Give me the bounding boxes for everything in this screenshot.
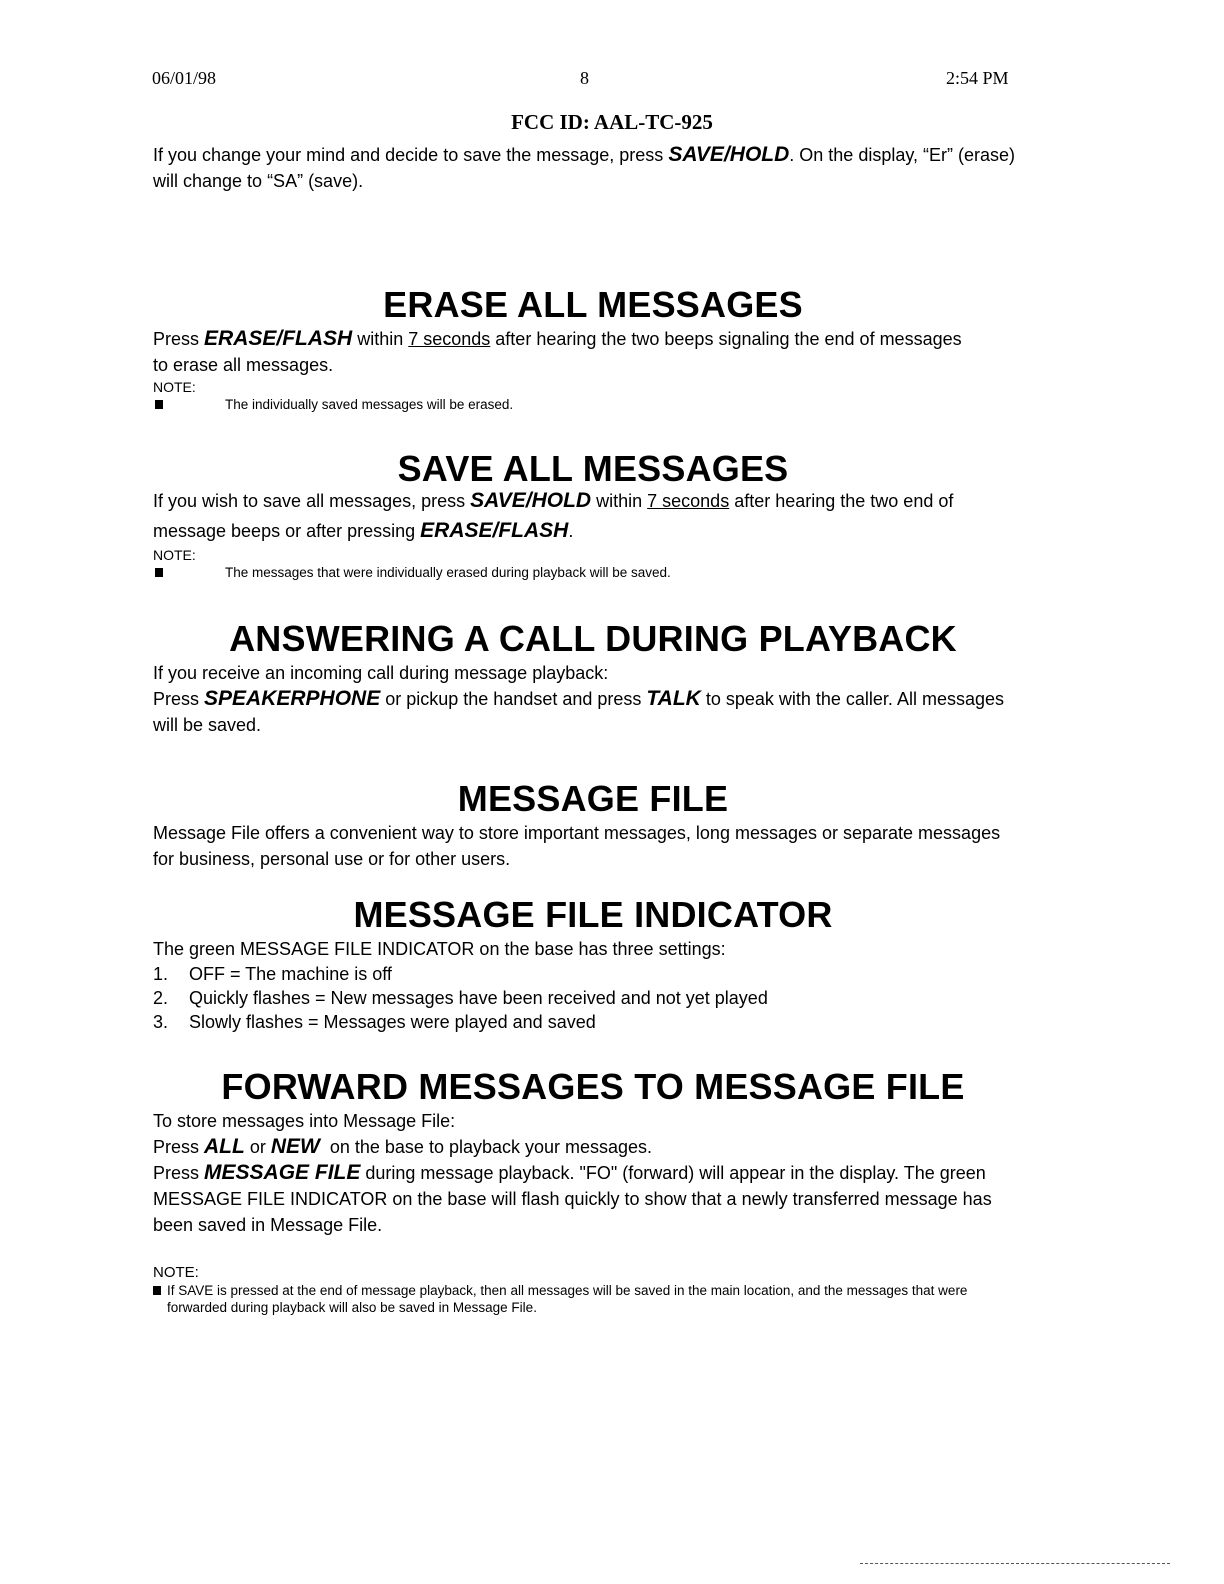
fcc-id: FCC ID: AAL-TC-925 bbox=[511, 110, 713, 134]
save-text-3: after hearing the two end of message beeps or after pressing bbox=[153, 491, 954, 541]
list-item bbox=[153, 1010, 1033, 1034]
answering-keyword-speakerphone: SPEAKERPHONE bbox=[204, 687, 381, 710]
erase-note-label: NOTE: bbox=[153, 379, 196, 395]
forward-keyword-all: ALL bbox=[204, 1135, 245, 1158]
header-date: 06/01/98 bbox=[152, 68, 217, 88]
answering-text-1: Press bbox=[153, 689, 205, 709]
list-number: 3. bbox=[153, 1012, 169, 1032]
forward-l2-text-2: or bbox=[244, 1137, 271, 1157]
forward-l2-text-1: Press bbox=[153, 1137, 205, 1157]
answering-keyword-talk: TALK bbox=[646, 687, 701, 710]
bullet-square-icon bbox=[153, 1286, 161, 1295]
intro-keyword-save-hold: SAVE/HOLD bbox=[668, 143, 790, 166]
save-note-item bbox=[153, 564, 1033, 582]
forward-note-text: If SAVE is pressed at the end of message playback, then all messages will be saved in the main location, and the messages that were forwarded during playback will also be saved in Message File. bbox=[167, 1283, 968, 1315]
heading-forward: FORWARD MESSAGES TO MESSAGE FILE bbox=[221, 1066, 965, 1107]
erase-text-1: Press bbox=[153, 329, 205, 349]
save-text-1: If you wish to save all messages, press bbox=[153, 491, 471, 511]
erase-keyword-erase-flash: ERASE/FLASH bbox=[204, 327, 353, 350]
indicator-list bbox=[153, 962, 1033, 1034]
heading-answering: ANSWERING A CALL DURING PLAYBACK bbox=[229, 618, 957, 659]
forward-paragraph bbox=[153, 1160, 1023, 1238]
forward-note-item bbox=[153, 1282, 1027, 1316]
save-text-2: within bbox=[591, 491, 648, 511]
save-underlined-seconds: 7 seconds bbox=[647, 491, 730, 511]
forward-note-label: NOTE: bbox=[153, 1264, 199, 1281]
forward-line-2 bbox=[153, 1134, 1033, 1160]
footer-scan-artifact bbox=[860, 1563, 1170, 1566]
message-file-paragraph: Message File offers a convenient way to store important messages, long messages or separate messages for business, personal use or for other users. bbox=[153, 823, 1001, 869]
answering-text-3: to speak with the caller. All messages will be saved. bbox=[153, 689, 1004, 735]
content bbox=[153, 142, 1033, 1316]
intro-paragraph bbox=[153, 142, 1023, 194]
answering-paragraph bbox=[153, 686, 1023, 738]
save-all-paragraph bbox=[153, 486, 1003, 546]
list-item bbox=[153, 962, 1033, 986]
save-text-4: . bbox=[568, 521, 574, 541]
bullet-square-icon bbox=[155, 568, 163, 577]
erase-note-text: The individually saved messages will be erased. bbox=[225, 397, 514, 412]
save-note-text: The messages that were individually erased during playback will be saved. bbox=[225, 565, 671, 580]
heading-indicator: MESSAGE FILE INDICATOR bbox=[353, 894, 833, 935]
list-item bbox=[153, 986, 1033, 1010]
forward-l2-text-3: on the base to playback your messages. bbox=[319, 1137, 653, 1157]
heading-message-file: MESSAGE FILE bbox=[457, 778, 729, 819]
list-text: Quickly flashes = New messages have been received and not yet played bbox=[189, 988, 768, 1008]
header-page-number: 8 bbox=[580, 68, 589, 88]
erase-all-paragraph bbox=[153, 326, 973, 378]
list-text: OFF = The machine is off bbox=[189, 964, 392, 984]
forward-l3-text-2: during message playback. "FO" (forward) will appear in the display. The green MESSAGE FILE INDICATOR on the base will flash quickly to show that a newly transferred message has been saved in Message File. bbox=[153, 1163, 992, 1235]
heading-erase-all: ERASE ALL MESSAGES bbox=[383, 284, 803, 325]
indicator-intro: The green MESSAGE FILE INDICATOR on the base has three settings: bbox=[153, 939, 726, 959]
heading-save-all: SAVE ALL MESSAGES bbox=[397, 448, 789, 489]
forward-line-1: To store messages into Message File: bbox=[153, 1111, 456, 1131]
answering-line-1: If you receive an incoming call during message playback: bbox=[153, 663, 609, 683]
intro-text-2: . On the display, “Er” (erase) will change to “SA” (save). bbox=[153, 145, 1016, 191]
erase-note-item bbox=[153, 396, 1033, 414]
save-keyword-save-hold: SAVE/HOLD bbox=[470, 489, 592, 512]
list-text: Slowly flashes = Messages were played and saved bbox=[189, 1012, 596, 1032]
list-number: 2. bbox=[153, 988, 169, 1008]
answering-text-2: or pickup the handset and press bbox=[380, 689, 647, 709]
erase-underlined-seconds: 7 seconds bbox=[408, 329, 491, 349]
header-time: 2:54 PM bbox=[946, 68, 1009, 88]
erase-text-2: within bbox=[352, 329, 409, 349]
forward-l3-text-1: Press bbox=[153, 1163, 205, 1183]
list-number: 1. bbox=[153, 964, 169, 984]
intro-text-1: If you change your mind and decide to save the message, press bbox=[153, 145, 669, 165]
forward-keyword-new: NEW bbox=[270, 1135, 320, 1158]
save-note-label: NOTE: bbox=[153, 547, 196, 563]
erase-text-3: after hearing the two beeps signaling the end of messages to erase all messages. bbox=[153, 329, 962, 375]
bullet-square-icon bbox=[155, 400, 163, 409]
save-keyword-erase-flash: ERASE/FLASH bbox=[420, 519, 569, 542]
forward-keyword-message-file: MESSAGE FILE bbox=[204, 1161, 361, 1184]
